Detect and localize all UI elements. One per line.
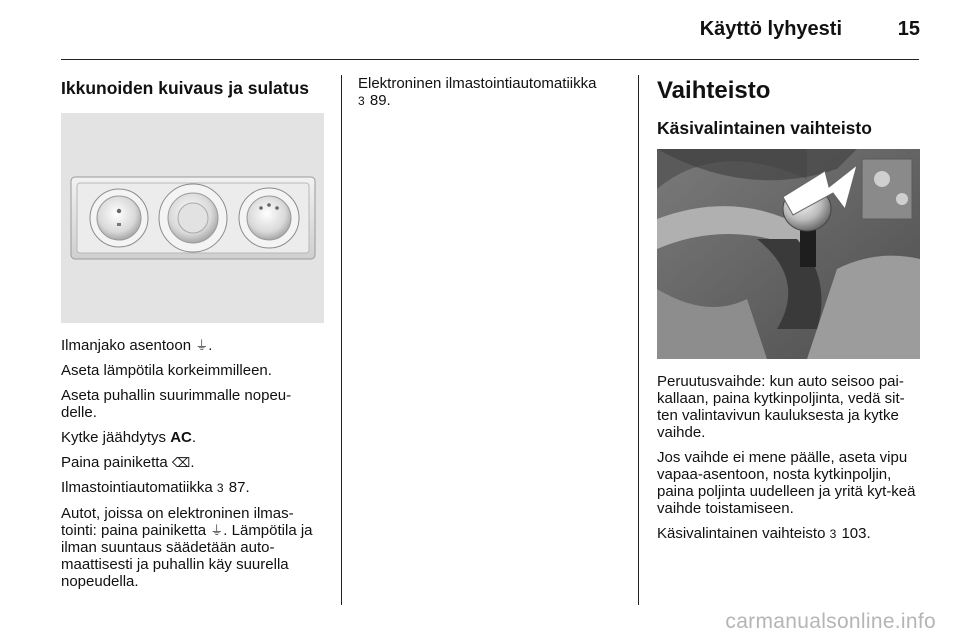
paragraph: Käsivalintainen vaihteisto 3 103. <box>657 525 871 543</box>
paragraph: Ilmanjako asentoon ⏚. <box>61 337 213 354</box>
page-reference[interactable]: 89 <box>369 92 387 109</box>
ac-label: AC <box>170 429 192 446</box>
paragraph: Ilmastointiautomatiikka 3 87. <box>61 479 250 496</box>
page-reference-icon: 3 <box>829 527 837 542</box>
page-reference-icon: 3 <box>216 481 224 495</box>
paragraph: Elektroninen ilmastointiautomatiikka 3 89. <box>358 75 597 109</box>
rear-defrost-icon: ⌫ <box>171 455 191 470</box>
page-reference[interactable]: 87 <box>228 479 246 496</box>
column-defrost <box>61 78 326 598</box>
gear-lever-illustration <box>657 149 920 359</box>
page-number: 15 <box>897 18 920 40</box>
paragraph: Peruutusvaihde: kun auto seisoo pai-kallaan, paina kytkinpoljinta, vedä sit-ten valintavivun kauluksesta ja kytke vaihde. <box>657 373 905 442</box>
section-heading: Käsivalintainen vaihteisto <box>657 118 872 139</box>
windshield-airflow-icon: ⏚ <box>210 523 224 538</box>
page-title: Käyttö lyhyesti <box>699 18 842 40</box>
header-rule <box>61 59 919 60</box>
column-continued <box>358 75 620 118</box>
windshield-airflow-icon: ⏚ <box>195 338 209 353</box>
paragraph: Paina painiketta ⌫. <box>61 454 195 471</box>
watermark: carmanualsonline.info <box>725 610 936 633</box>
paragraph: Autot, joissa on elektroninen ilmas-tointi: paina painiketta ⏚. Lämpötila ja ilman suuntaus säädetään auto-maattisesti ja puhallin käy suurella nopeudella. <box>61 505 313 590</box>
section-heading: Ikkunoiden kuivaus ja sulatus <box>61 78 309 98</box>
paragraph: Aseta puhallin suurimmalle nopeu-delle. <box>61 387 292 421</box>
paragraph: Kytke jäähdytys AC. <box>61 429 197 446</box>
column-divider <box>638 75 639 605</box>
paragraph: Aseta lämpötila korkeimmilleen. <box>61 362 272 379</box>
column-transmission <box>657 75 922 551</box>
chapter-heading: Vaihteisto <box>657 77 771 104</box>
paragraph: Jos vaihde ei mene päälle, aseta vipu vapaa-asentoon, nosta kytkinpoljin, paina poljinta uudelleen ja yritä kyt-keä vaihde toistamiseen. <box>657 449 916 518</box>
page-reference-icon: 3 <box>358 94 365 108</box>
page-reference[interactable]: 103 <box>841 525 867 543</box>
column-divider <box>341 75 342 605</box>
climate-control-illustration <box>61 113 324 323</box>
